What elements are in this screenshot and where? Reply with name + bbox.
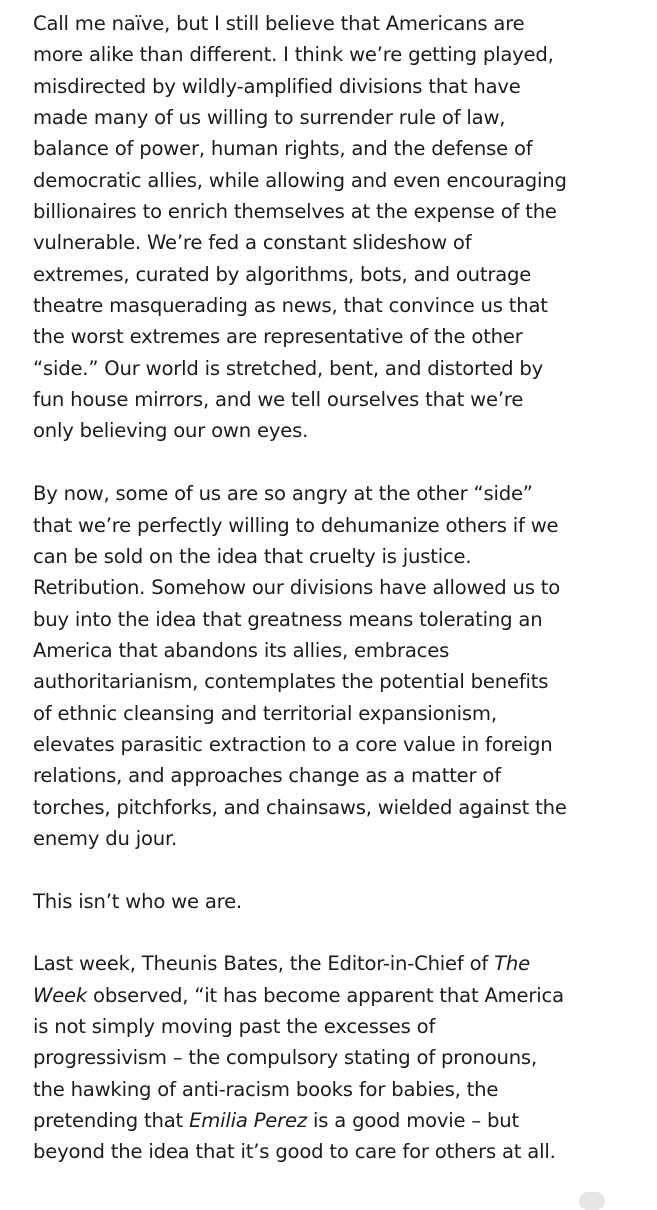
text-line: is not simply moving past the excesses of [33,1015,436,1038]
text-line: billionaires to enrich themselves at the expense of the [33,200,557,224]
text-line: fun house mirrors, and we tell ourselves that we’re [33,388,524,412]
publication-title-italic: The [494,952,530,976]
text-line: Call me naïve, but I still believe that Americans are [33,12,525,35]
text-line: By now, some of us are so angry at the other “side” [33,482,533,506]
scroll-indicator-pill [579,1192,605,1210]
text-line: elevates parasitic extraction to a core value in foreign [33,732,553,756]
text-line: that we’re perfectly willing to dehumanize others if we [33,513,559,537]
text-line: democratic allies, while allowing and even encouraging [33,168,567,192]
text-line: extremes, curated by algorithms, bots, and outrage [33,262,532,286]
text-line [33,1105,645,1136]
text-line: made many of us willing to surrender rule of law, [33,106,506,130]
text-line [33,948,645,979]
text-line: This isn’t who we are. [33,889,242,913]
text-line: misdirected by wildly-amplified divisions that have [33,74,521,98]
text-run: observed, “it has become apparent that America [87,983,564,1007]
text-line: more alike than different. I think we’re getting played, [33,43,554,67]
text-line: buy into the idea that greatness means tolerating an [33,607,543,631]
text-line: vulnerable. We’re fed a constant slideshow of [33,231,472,255]
text-line: progressivism – the compulsory stating of pronouns, [33,1046,537,1070]
text-run: pretending that [33,1109,190,1133]
document-body [33,8,645,1199]
text-line: the worst extremes are representative of the other [33,325,523,349]
movie-title-italic: Emilia Perez [189,1109,307,1133]
text-line: balance of power, human rights, and the defense of [33,137,533,161]
text-line: “side.” Our world is stretched, bent, and distorted by [33,356,544,380]
paragraph-1 [33,8,645,447]
text-line: enemy du jour. [33,826,178,850]
text-line: torches, pitchforks, and chainsaws, wielded against the [33,795,567,819]
text-line: beyond the idea that it’s good to care for others at all. [33,1140,556,1164]
paragraph-3 [33,886,645,917]
text-line: of ethnic cleansing and territorial expansionism, [33,701,497,725]
text-line: only believing our own eyes. [33,419,309,443]
text-line [33,980,645,1011]
text-line: the hawking of anti-racism books for babies, the [33,1077,499,1101]
text-line: authoritarianism, contemplates the potential benefits [33,670,549,694]
paragraph-2 [33,478,645,854]
publication-title-italic: Week [33,983,88,1007]
text-run: is a good movie – but [306,1109,519,1133]
text-line: Retribution. Somehow our divisions have allowed us to [33,576,561,600]
text-line: relations, and approaches change as a matter of [33,764,501,788]
text-line: can be sold on the idea that cruelty is justice. [33,544,472,568]
text-run: Last week, Theunis Bates, the Editor-in-Chief of [33,952,495,976]
text-line: theatre masquerading as news, that convince us that [33,294,548,318]
text-line: America that abandons its allies, embraces [33,638,450,662]
paragraph-4 [33,948,645,1167]
